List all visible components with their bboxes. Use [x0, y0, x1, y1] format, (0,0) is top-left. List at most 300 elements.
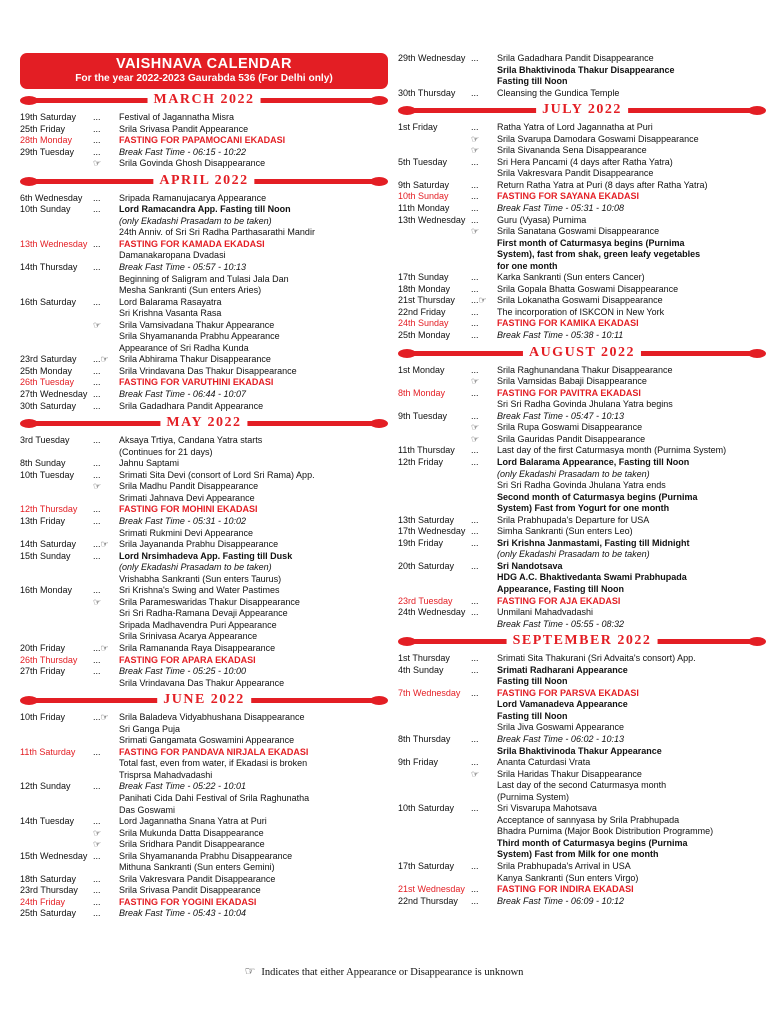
event-separator [471, 191, 497, 203]
event-text: Lord Vamanadeva Appearance [497, 699, 628, 710]
right-column [398, 0, 766, 907]
month-section [398, 102, 766, 341]
pointing-hand-icon: ☞ [471, 433, 480, 444]
calendar-event [20, 770, 388, 782]
pointing-hand-icon: ☞ [93, 481, 102, 492]
event-text: Srila Bhaktivinoda Thakur Appearance [497, 745, 662, 756]
event-text: (only Ekadashi Prasadam to be taken) [119, 562, 272, 573]
event-separator [471, 849, 497, 861]
event-separator [471, 503, 497, 515]
event-date [20, 250, 93, 262]
event-date: 17th Sunday [398, 272, 449, 283]
event-date [398, 826, 471, 838]
calendar-event [20, 747, 388, 759]
event-text: Srimati Sita Devi (consort of Lord Sri Rama) App. [119, 469, 315, 480]
event-date [398, 572, 471, 584]
event-separator [93, 678, 119, 690]
calendar-event [398, 411, 766, 423]
event-separator [93, 274, 119, 286]
event-separator [93, 770, 119, 782]
calendar-event [20, 354, 388, 366]
event-text: Mesha Sankranti (Sun enters Aries) [119, 285, 262, 296]
calendar-event [20, 551, 388, 563]
event-date [20, 805, 93, 817]
event-date [20, 331, 93, 343]
event-separator [93, 758, 119, 770]
event-text: Break Fast Time - 05:57 - 10:13 [119, 262, 246, 273]
event-text: Srila Prabhupada's Arrival in USA [497, 861, 631, 871]
calendar-event [398, 653, 766, 665]
calendar-event [398, 792, 766, 804]
event-date [20, 735, 93, 747]
event-separator [93, 239, 119, 251]
event-separator [471, 469, 497, 481]
calendar-event [398, 480, 766, 492]
event-separator [471, 134, 497, 146]
calendar-event [20, 539, 388, 551]
event-text: The incorporation of ISKCON in New York [497, 306, 665, 317]
separator-dots: ... [93, 354, 101, 365]
event-separator [471, 607, 497, 619]
event-date: 27th Friday [20, 666, 66, 677]
month-header [20, 92, 388, 108]
calendar-event [398, 596, 766, 608]
separator-dots: ... [471, 214, 479, 225]
calendar-event [20, 862, 388, 874]
event-text: Srila Lokanatha Goswami Disappearance [497, 295, 663, 306]
event-date: 3rd Tuesday [20, 435, 70, 446]
event-separator [471, 792, 497, 804]
event-date: 8th Monday [398, 387, 446, 398]
separator-dots: ... [471, 122, 479, 133]
event-text: Simha Sankranti (Sun enters Leo) [497, 526, 633, 537]
calendar-event [398, 838, 766, 850]
event-date: 13th Wednesday [398, 214, 466, 225]
event-date: 10th Sunday [398, 191, 449, 202]
event-date: 5th Tuesday [398, 156, 448, 167]
calendar-event [20, 574, 388, 586]
calendar-event [20, 666, 388, 678]
event-text: Srila Srivasa Pandit Appearance [119, 123, 249, 134]
calendar-event [20, 274, 388, 286]
event-separator [93, 643, 119, 655]
event-separator [471, 399, 497, 411]
calendar-event [398, 284, 766, 296]
calendar-event [398, 873, 766, 885]
right-months [398, 102, 766, 907]
event-text: Break Fast Time - 05:31 - 10:08 [497, 203, 624, 214]
event-separator [471, 711, 497, 723]
event-text: Srila Vakresvara Pandit Disappearance [119, 873, 276, 884]
event-separator [93, 597, 119, 609]
separator-dots: ... [471, 687, 479, 698]
calendar-event [398, 688, 766, 700]
event-text: Sri Sri Radha-Ramana Devaji Appearance [119, 608, 288, 619]
event-text: Sri Krishna Vasanta Rasa [119, 308, 222, 319]
event-date: 10th Saturday [398, 803, 455, 814]
event-separator [93, 158, 119, 170]
event-text: Beginning of Saligram and Tulasi Jala Dan [119, 273, 289, 284]
calendar-event [398, 757, 766, 769]
event-separator [471, 457, 497, 469]
event-separator [471, 411, 497, 423]
event-text: Cleansing the Gundica Temple [497, 87, 620, 98]
event-text: Fasting till Noon [497, 710, 568, 721]
event-separator [93, 551, 119, 563]
calendar-event [398, 549, 766, 561]
event-date [20, 493, 93, 505]
event-date: 29th Tuesday [20, 146, 75, 157]
event-date: 14th Tuesday [20, 816, 75, 827]
event-date: 26th Thursday [20, 654, 78, 665]
separator-dots: ... [93, 666, 101, 677]
event-separator [471, 249, 497, 261]
separator-dots: ... [471, 884, 479, 895]
event-date: 15th Sunday [20, 550, 71, 561]
separator-dots: ... [93, 504, 101, 515]
separator-dots: ... [93, 146, 101, 157]
month-title: JULY 2022 [536, 102, 628, 118]
event-separator [93, 839, 119, 851]
event-date: 24th Wednesday [398, 607, 466, 618]
event-date [398, 238, 471, 250]
event-text: Srila Vakresvara Pandit Disappearance [497, 168, 654, 179]
event-separator [471, 145, 497, 157]
event-date [398, 769, 471, 781]
calendar-event [398, 722, 766, 734]
event-separator [471, 653, 497, 665]
separator-dots: ... [471, 272, 479, 283]
event-date [20, 274, 93, 286]
event-date [20, 770, 93, 782]
event-date [398, 792, 471, 804]
event-date [20, 216, 93, 228]
event-separator [93, 851, 119, 863]
calendar-event [398, 145, 766, 157]
event-separator [93, 401, 119, 413]
event-text: Ratha Yatra of Lord Jagannatha at Puri [497, 122, 653, 133]
event-text: Srila Haridas Thakur Disappearance [497, 768, 642, 779]
event-text: Third month of Caturmasya begins (Purnima [497, 837, 688, 848]
event-separator [93, 874, 119, 886]
event-text: HDG A.C. Bhaktivedanta Swami Prabhupada [497, 572, 687, 583]
calendar-event [398, 769, 766, 781]
separator-dots: ... [471, 664, 479, 675]
event-text: Second month of Caturmasya begins (Purnima [497, 491, 698, 502]
separator-dots: ... [93, 550, 101, 561]
separator-dots: ... [471, 179, 479, 190]
separator-dots: ... [93, 458, 101, 469]
month-title: APRIL 2022 [153, 173, 254, 189]
calendar-event [20, 493, 388, 505]
event-date: 22nd Friday [398, 306, 446, 317]
month-section [398, 345, 766, 631]
calendar-event [398, 572, 766, 584]
calendar-event [398, 607, 766, 619]
event-date [20, 758, 93, 770]
event-separator [471, 388, 497, 400]
event-separator [471, 168, 497, 180]
event-text: Break Fast Time - 05:22 - 10:01 [119, 781, 246, 792]
event-text: Appearance of Sri Radha Kunda [119, 342, 249, 353]
event-separator [471, 873, 497, 885]
event-separator [471, 261, 497, 273]
calendar-event [398, 884, 766, 896]
event-separator [93, 262, 119, 274]
separator-dots: ... [93, 296, 101, 307]
event-text: Srila Govinda Ghosh Disappearance [119, 158, 266, 169]
event-date [20, 574, 93, 586]
event-text: Break Fast Time - 06:02 - 10:13 [497, 733, 624, 744]
calendar-event [398, 272, 766, 284]
event-text: (only Ekadashi Prasadam to be taken) [497, 549, 650, 560]
pointing-hand-icon: ☞ [100, 712, 109, 723]
event-separator [93, 227, 119, 239]
separator-dots: ... [471, 895, 479, 906]
event-date [398, 849, 471, 861]
month-section [20, 692, 388, 920]
separator-dots: ... [471, 526, 479, 537]
event-separator [93, 366, 119, 378]
separator-dots: ... [471, 306, 479, 317]
event-text: Srimati Jahnava Devi Appearance [119, 492, 255, 503]
event-date [398, 134, 471, 146]
event-separator [93, 608, 119, 620]
separator-dots: ... [471, 803, 479, 814]
event-text: Lord Jagannatha Snana Yatra at Puri [119, 816, 267, 827]
pointing-hand-icon: ☞ [100, 539, 109, 550]
event-text: FASTING FOR APARA EKADASI [119, 654, 256, 665]
calendar-event [20, 401, 388, 413]
calendar-event [398, 261, 766, 273]
event-text: Trisprsa Mahadvadashi [119, 769, 213, 780]
event-date [398, 492, 471, 504]
event-date: 11th Monday [398, 203, 450, 214]
event-text: (only Ekadashi Prasadam to be taken) [497, 468, 650, 479]
event-text: Fasting till Noon [497, 76, 568, 87]
pointing-hand-icon: ☞ [471, 422, 480, 433]
calendar-event [20, 758, 388, 770]
calendar-event [398, 65, 766, 77]
event-separator [93, 320, 119, 332]
calendar-event [398, 561, 766, 573]
event-separator [471, 896, 497, 908]
event-date [398, 619, 471, 631]
calendar-event [20, 712, 388, 724]
event-text: Break Fast Time - 06:15 - 10:22 [119, 146, 246, 157]
event-date: 30th Saturday [20, 400, 77, 411]
event-separator [471, 861, 497, 873]
separator-dots: ... [471, 53, 479, 63]
event-separator [93, 805, 119, 817]
event-text: Srila Jiva Goswami Appearance [497, 722, 625, 733]
event-date: 17th Saturday [398, 861, 455, 871]
event-separator [471, 215, 497, 227]
event-text: for one month [497, 260, 558, 271]
event-text: Guru (Vyasa) Purnima [497, 214, 587, 225]
calendar-event [20, 620, 388, 632]
event-text: Srila Vrindavana Das Thakur Appearance [119, 677, 285, 688]
event-date: 12th Friday [398, 456, 444, 467]
calendar-event [20, 828, 388, 840]
event-text: Srimati Radharani Appearance [497, 664, 628, 675]
calendar-event [398, 584, 766, 596]
month-title: MARCH 2022 [148, 92, 261, 108]
event-separator [471, 88, 497, 100]
calendar-event [398, 815, 766, 827]
event-date [398, 746, 471, 758]
calendar-event [20, 147, 388, 159]
event-date [398, 503, 471, 515]
separator-dots: ... [471, 445, 479, 456]
separator-dots: ... [93, 896, 101, 907]
footer-text: Indicates that either Appearance or Disappearance is unknown [261, 967, 524, 978]
event-date [20, 608, 93, 620]
event-text: Lord Ramacandra App. Fasting till Noon [119, 204, 291, 215]
event-separator [471, 365, 497, 377]
calendar-event [20, 216, 388, 228]
event-date [20, 839, 93, 851]
pointing-hand-icon: ☞ [93, 827, 102, 838]
event-separator [93, 481, 119, 493]
event-date [398, 145, 471, 157]
event-separator [93, 747, 119, 759]
event-date: 24th Sunday [398, 318, 449, 329]
event-date: 23rd Saturday [20, 354, 77, 365]
month-title: JUNE 2022 [157, 692, 251, 708]
month-title: MAY 2022 [160, 415, 247, 431]
separator-dots: ... [471, 560, 479, 571]
event-date: 14th Thursday [20, 262, 78, 273]
calendar-event [398, 665, 766, 677]
event-date [20, 724, 93, 736]
event-separator [471, 422, 497, 434]
event-text: Sripada Ramanujacarya Appearance [119, 192, 267, 203]
event-separator [93, 516, 119, 528]
event-text: Srila Gadadhara Pandit Appearance [119, 400, 264, 411]
calendar-event [20, 562, 388, 574]
event-separator [93, 250, 119, 262]
event-text: Sri Ganga Puja [119, 723, 181, 734]
event-text: Srila Madhu Pandit Disappearance [119, 481, 259, 492]
calendar-event [398, 861, 766, 873]
footer-note [0, 964, 768, 979]
event-date: 25th Friday [20, 123, 66, 134]
event-date: 1st Monday [398, 364, 445, 375]
event-date: 10th Friday [20, 712, 66, 723]
event-separator [93, 135, 119, 147]
event-text: FASTING FOR INDIRA EKADASI [497, 884, 634, 895]
calendar-event [20, 885, 388, 897]
separator-dots: ... [93, 400, 101, 411]
event-text: Lord Balarama Rasayatra [119, 296, 222, 307]
event-text: Last day of the second Caturmasya month [497, 780, 667, 791]
event-date [20, 158, 93, 170]
event-separator [471, 376, 497, 388]
calendar-event [20, 851, 388, 863]
event-date [398, 65, 471, 77]
separator-dots: ... [471, 364, 479, 375]
event-text: Das Goswami [119, 804, 176, 815]
event-text: Srimati Rukmini Devi Appearance [119, 527, 254, 538]
event-separator [93, 724, 119, 736]
separator-dots: ... [93, 204, 101, 215]
event-text: Bhadra Purnima (Major Book Distribution Programme) [497, 826, 714, 837]
event-text: Festival of Jagannatha Misra [119, 112, 235, 122]
event-text: Sri Sri Radha Govinda Jhulana Yatra begins [497, 399, 673, 410]
event-separator [471, 746, 497, 758]
event-text: Kanya Sankranti (Sun enters Virgo) [497, 872, 639, 883]
calendar-event [398, 226, 766, 238]
event-text: Srila Vamsidas Babaji Disappearance [497, 376, 647, 387]
event-date: 25th Saturday [20, 908, 77, 919]
separator-dots: ... [471, 757, 479, 768]
event-separator [93, 204, 119, 216]
calendar-event [20, 528, 388, 540]
event-separator [471, 757, 497, 769]
event-text: Srila Shyamananda Prabhu Appearance [119, 331, 280, 342]
event-text: Srila Shyamananda Prabhu Disappearance [119, 850, 293, 861]
event-separator [93, 470, 119, 482]
calendar-event [20, 377, 388, 389]
event-text: System) Fast from Milk for one month [497, 849, 659, 860]
pointing-hand-icon: ☞ [471, 376, 480, 387]
event-text: Srila Srivasa Pandit Disappearance [119, 885, 261, 896]
separator-dots: ... [471, 514, 479, 525]
event-text: Mithuna Sankranti (Sun enters Gemini) [119, 862, 275, 873]
event-separator [471, 769, 497, 781]
event-separator [93, 897, 119, 909]
separator-dots: ... [471, 733, 479, 744]
calendar-event [20, 908, 388, 920]
event-date: 27th Wednesday [20, 389, 88, 400]
event-text: Break Fast Time - 05:43 - 10:04 [119, 908, 246, 919]
event-date [20, 343, 93, 355]
event-text: Break Fast Time - 05:25 - 10:00 [119, 666, 246, 677]
event-text: Break Fast Time - 06:09 - 10:12 [497, 895, 624, 906]
event-date: 12th Thursday [20, 504, 78, 515]
event-separator [93, 620, 119, 632]
pointing-hand-icon: ☞ [471, 768, 480, 779]
calendar-event [398, 215, 766, 227]
event-date: 1st Thursday [398, 653, 450, 664]
event-date: 11th Thursday [398, 445, 455, 456]
separator-dots: ... [93, 435, 101, 446]
event-text: Break Fast Time - 05:47 - 10:13 [497, 410, 624, 421]
calendar-event [398, 676, 766, 688]
event-date: 9th Friday [398, 757, 439, 768]
calendar-event [20, 343, 388, 355]
event-date: 28th Monday [20, 135, 73, 146]
event-text: FASTING FOR AJA EKADASI [497, 595, 621, 606]
calendar-event [398, 330, 766, 342]
event-separator [471, 838, 497, 850]
event-date: 15th Wednesday [20, 850, 88, 861]
pointing-hand-icon: ☞ [100, 642, 109, 653]
event-date [20, 227, 93, 239]
event-separator [471, 307, 497, 319]
event-text: FASTING FOR KAMIKA EKADASI [497, 318, 639, 329]
event-text: FASTING FOR SAYANA EKADASI [497, 191, 640, 202]
event-separator [93, 793, 119, 805]
event-text: (Continues for 21 days) [119, 446, 213, 457]
event-date [398, 376, 471, 388]
event-separator [471, 549, 497, 561]
calendar-event [20, 724, 388, 736]
event-text: Srila Gadadhara Pandit Disappearance [497, 53, 654, 63]
event-text: Srila Ramananda Raya Disappearance [119, 642, 276, 653]
pointing-hand-icon: ☞ [93, 596, 102, 607]
